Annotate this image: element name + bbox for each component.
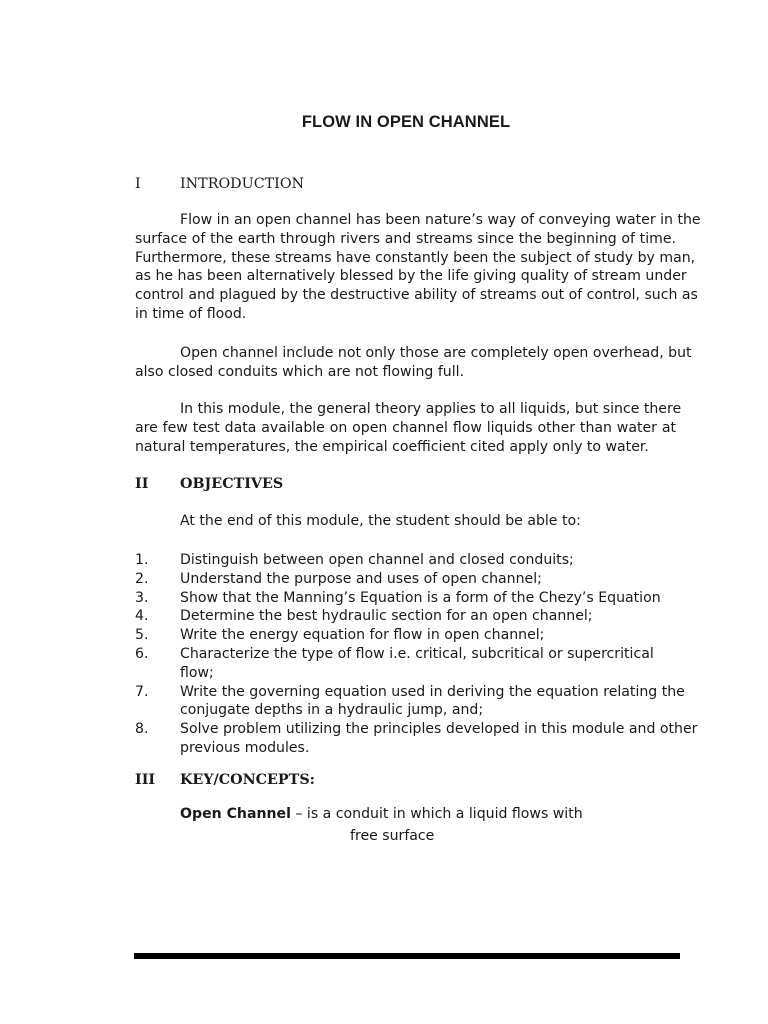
- paragraph-line: In this module, the general theory applies to all liquids, but since there: [180, 401, 682, 417]
- list-item: [135, 720, 698, 758]
- paragraph-line: also closed conduits which are not flowing full.: [135, 363, 465, 380]
- list-text: Determine the best hydraulic section for an open channel;: [180, 608, 593, 625]
- footer-rule: [134, 953, 680, 959]
- section-number: III: [135, 772, 156, 788]
- list-text: Write the energy equation for flow in open channel;: [180, 627, 545, 644]
- objectives-lead: At the end of this module, the student should be able to:: [180, 513, 581, 529]
- list-item: [135, 645, 676, 683]
- list-text: conjugate depths in a hydraulic jump, and;: [180, 702, 484, 719]
- paragraph-line: surface of the earth through rivers and streams since the beginning of time.: [135, 230, 676, 247]
- definition-open-channel: [180, 806, 583, 822]
- list-number: 5.: [135, 627, 149, 644]
- list-text: Characterize the type of flow i.e. critical, subcritical or supercritical flow;: [180, 645, 654, 681]
- section-title: KEY/CONCEPTS:: [180, 772, 315, 788]
- list-text: Distinguish between open channel and closed conduits;: [180, 552, 574, 568]
- list-item: [135, 570, 676, 589]
- list-item: [135, 551, 676, 570]
- page-title: FLOW IN OPEN CHANNEL: [301, 113, 511, 131]
- definition-term: Open Channel: [180, 806, 291, 822]
- paragraph-line: in time of flood.: [135, 305, 247, 322]
- list-text: Solve problem utilizing the principles developed in this module and other: [180, 721, 698, 738]
- list-text: Understand the purpose and uses of open channel;: [180, 570, 542, 587]
- section-title: OBJECTIVES: [180, 476, 284, 492]
- section-number: I: [135, 176, 141, 192]
- intro-paragraph: [135, 400, 682, 456]
- paragraph-line: are few test data available on open channel flow liquids other than water at: [135, 419, 676, 436]
- list-number: 7.: [135, 683, 149, 700]
- paragraph-line: Furthermore, these streams have constantly been the subject of study by man,: [135, 249, 696, 266]
- list-item: [135, 626, 676, 645]
- list-text: Write the governing equation used in deriving the equation relating the: [180, 683, 685, 700]
- paragraph-line: Flow in an open channel has been nature’s way of conveying water in the: [180, 212, 701, 228]
- list-number: 2.: [135, 570, 149, 587]
- intro-paragraph: [135, 211, 701, 324]
- list-text: Show that the Manning’s Equation is a form of the Chezy’s Equation: [180, 589, 661, 606]
- list-number: 4.: [135, 608, 149, 625]
- list-item: [135, 589, 676, 608]
- list-number: 3.: [135, 589, 149, 606]
- list-text: previous modules.: [180, 739, 310, 756]
- paragraph-line: as he has been alternatively blessed by the life giving quality of stream under: [135, 268, 687, 285]
- definition-continuation: free surface: [350, 828, 435, 844]
- paragraph-line: natural temperatures, the empirical coefficient cited apply only to water.: [135, 438, 649, 455]
- section-number: II: [135, 476, 149, 492]
- definition-text: – is a conduit in which a liquid flows with: [290, 806, 583, 822]
- paragraph-line: Open channel include not only those are completely open overhead, but: [180, 345, 692, 361]
- list-number: 1.: [135, 552, 149, 568]
- list-item: [135, 683, 685, 721]
- objectives-list: [135, 551, 698, 758]
- list-number: 8.: [135, 721, 149, 738]
- paragraph-line: control and plagued by the destructive ability of streams out of control, such as: [135, 287, 698, 304]
- list-number: 6.: [135, 645, 149, 662]
- section-title: INTRODUCTION: [180, 176, 305, 192]
- intro-paragraph: [135, 344, 692, 382]
- list-item: [135, 607, 676, 626]
